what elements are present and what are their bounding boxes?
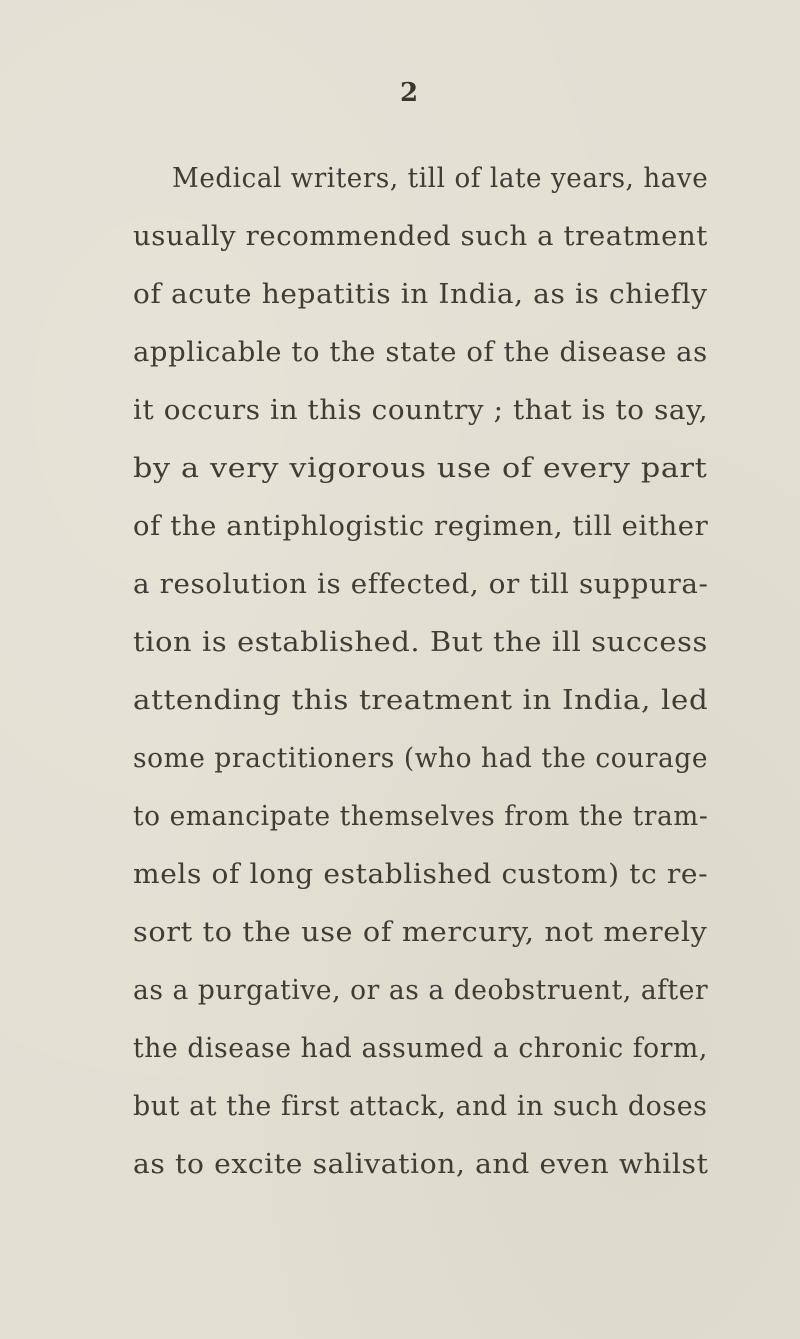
text-line: the disease had assumed a chronic form, [133, 1033, 708, 1064]
text-line: a resolution is effected, or till suppura- [133, 569, 709, 600]
text-line: mels of long established custom) tc re- [133, 859, 709, 890]
page-number: 2 [400, 78, 419, 108]
text-line: of acute hepatitis in India, as is chiefly [133, 279, 708, 310]
text-line: attending this treatment in India, led [133, 685, 709, 716]
text-line: sort to the use of mercury, not merely [133, 917, 708, 948]
text-line: as to excite salivation, and even whilst [133, 1149, 709, 1180]
text-line: it occurs in this country ; that is to say, [133, 395, 709, 426]
text-line: tion is established. But the ill success [133, 627, 708, 658]
text-line: by a very vigorous use of every part [133, 453, 708, 484]
text-line: but at the first attack, and in such doses [133, 1091, 708, 1122]
text-line: usually recommended such a treatment [133, 221, 708, 252]
text-line: Medical writers, till of late years, have [172, 163, 709, 194]
text-line: some practitioners (who had the courage [133, 743, 709, 774]
text-line: applicable to the state of the disease as [133, 337, 708, 368]
text-line: to emancipate themselves from the tram- [133, 801, 709, 832]
text-line: of the antiphlogistic regimen, till either [133, 511, 709, 542]
text-line: as a purgative, or as a deobstruent, after [133, 975, 709, 1006]
